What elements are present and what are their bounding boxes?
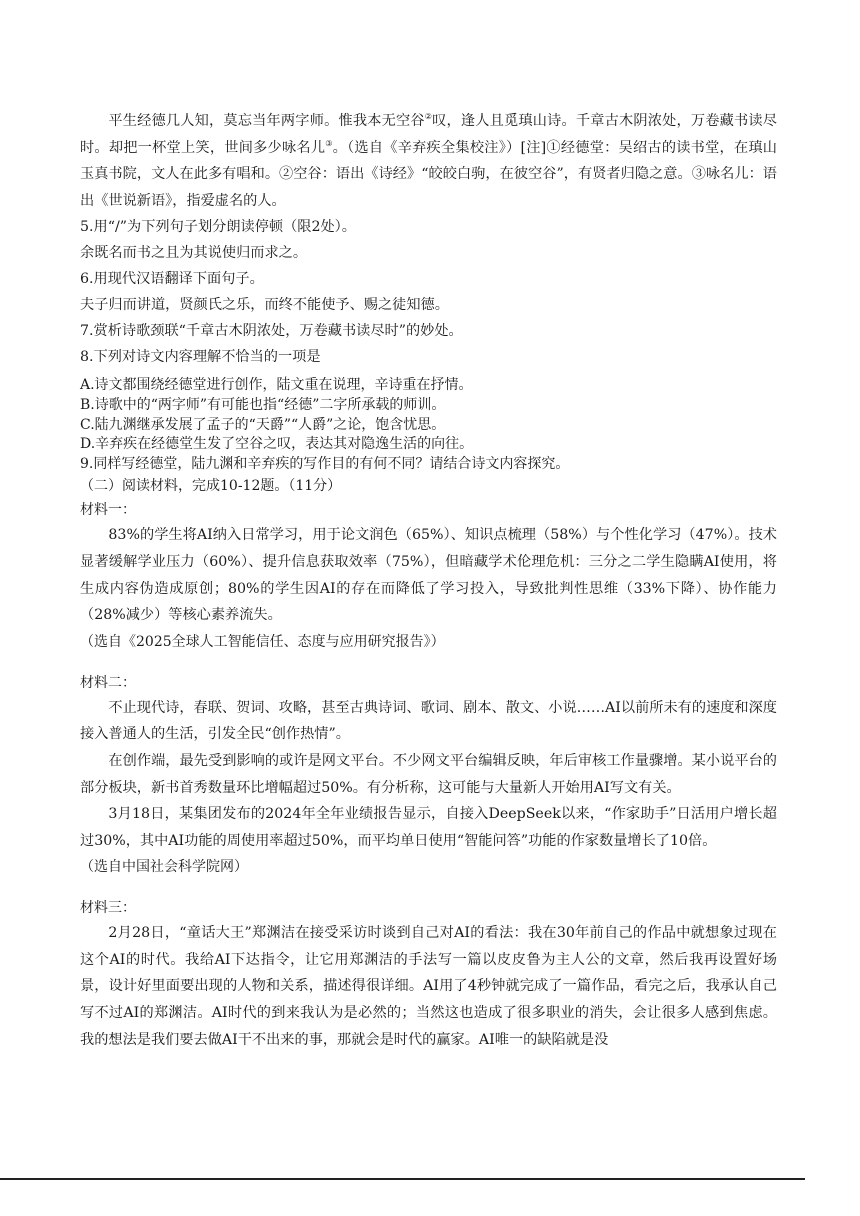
option-a: A.诗文都围绕经德堂进行创作，陆文重在说理，辛诗重在抒情。 [80,377,473,394]
poem-paragraph [80,108,777,214]
document-page [80,108,777,1053]
material-3-label: 材料三： [80,900,136,917]
material-1-source: （选自《2025全球人工智能信任、态度与应用研究报告》） [80,633,445,650]
option-b: B.诗歌中的“两字师”有可能也指“经德”二字所承载的师训。 [80,396,446,413]
footnote-marker-3: ③ [325,138,333,148]
option-c: C.陆九渊继承发展了孟子的“天爵”“人爵”之论，饱含忧思。 [80,416,446,433]
question-5-text: 余既名而书之且为其说使归而求之。 [80,245,308,262]
material-2-paragraph-2: 在创作端，最先受到影响的或许是网文平台。不少网文平台编辑反映，年后审核工作量骤增。某小说平台的部分板块，新书首秀数量环比增幅超过50%。有分析称，这可能与大量新人开始用AI写文有关。 [80,752,777,796]
question-6-text: 夫子归而讲道，贤颜氏之乐，而终不能使予、赐之徒知德。 [80,297,449,314]
material-1-paragraph: 83%的学生将AI纳入日常学习，用于论文润色（65%）、知识点梳理（58%）与个性化学习（47%）。技术显著缓解学业压力（60%）、提升信息获取效率（75%），但暗藏学术伦理危机：三分之二学生隐瞒AI使用，将生成内容伪造成原创；80%的学生因AI的存在而降低了学习投入，导致批判性思维（33%下降）、协作能力（28%减少）等核心素养流失。 [80,527,777,624]
material-2-source: （选自中国社会科学院网） [80,859,248,876]
question-8: 8.下列对诗文内容理解不恰当的一项是 [80,349,321,366]
footer-divider [0,1178,805,1180]
material-2-paragraph-1: 不止现代诗，春联、贺词、攻略，甚至古典诗词、歌词、剧本、散文、小说……AI以前所未有的速度和深度接入普通人的生活，引发全民“创作热情”。 [80,699,777,743]
material-1-label: 材料一： [80,502,136,519]
question-5: 5.用“/”为下列句子划分朗读停顿（限2处）。 [80,219,356,236]
material-2-paragraph-3: 3月18日，某集团发布的2024年全年业绩报告显示，自接入DeepSeek以来，“作家助手”日活用户增长超过30%，其中AI功能的周使用率超过50%，而平均单日使用“智能问答”功能的作家数量增长了10倍。 [80,806,777,849]
material-2-label: 材料二： [80,674,136,691]
question-6: 6.用现代汉语翻译下面句子。 [80,271,264,288]
poem-text-part1: 平生经德几人知，莫忘当年两字师。惟我本无空谷 [108,113,425,129]
poem-notes: 。（选自《辛弃疾全集校注》）[注]①经德堂：吴绍古的读书堂，在瑱山玉真书院，文人在此多有唱和。②空谷：语出《诗经》“皎皎白驹，在彼空谷”，有贤者归隐之意。③咏名儿：语出《世说新语》，指爱虚名的人。 [80,139,777,209]
poem-text-part2: 叹，逢人且觅瑱山诗。千章古木阴浓处，万卷藏书读尽时。却把一杯堂上笑，世间多少咏名儿 [80,113,777,156]
question-7: 7.赏析诗歌颈联“千章古木阴浓处，万卷藏书读尽时”的妙处。 [80,323,463,340]
question-9: 9.同样写经德堂，陆九渊和辛弃疾的写作目的有何不同？请结合诗文内容探究。 [80,455,570,472]
material-3-paragraph: 2月28日，“童话大王”郑渊洁在接受采访时谈到自己对AI的看法：我在30年前自己的作品中就想象过现在这个AI的时代。我给AI下达指令，让它用郑渊洁的手法写一篇以皮皮鲁为主人公的文章，然后我再设置好场景，设计好里面要出现的人物和关系，描述得很详细。AI用了4秒钟就完成了一篇作品，看完之后，我承认自己写不过AI的郑渊洁。AI时代的到来我认为是必然的；当然这也造成了很多职业的消失，会让很多人感到焦虑。我的想法是我们要去做AI干不出来的事，那就会是时代的赢家。AI唯一的缺陷就是没 [80,925,777,1048]
footnote-marker-2: ② [424,112,433,121]
option-d: D.辛弃疾在经德堂生发了空谷之叹，表达其对隐逸生活的向往。 [80,436,474,453]
section-heading: （二）阅读材料，完成10-12题。（11分） [80,478,342,495]
